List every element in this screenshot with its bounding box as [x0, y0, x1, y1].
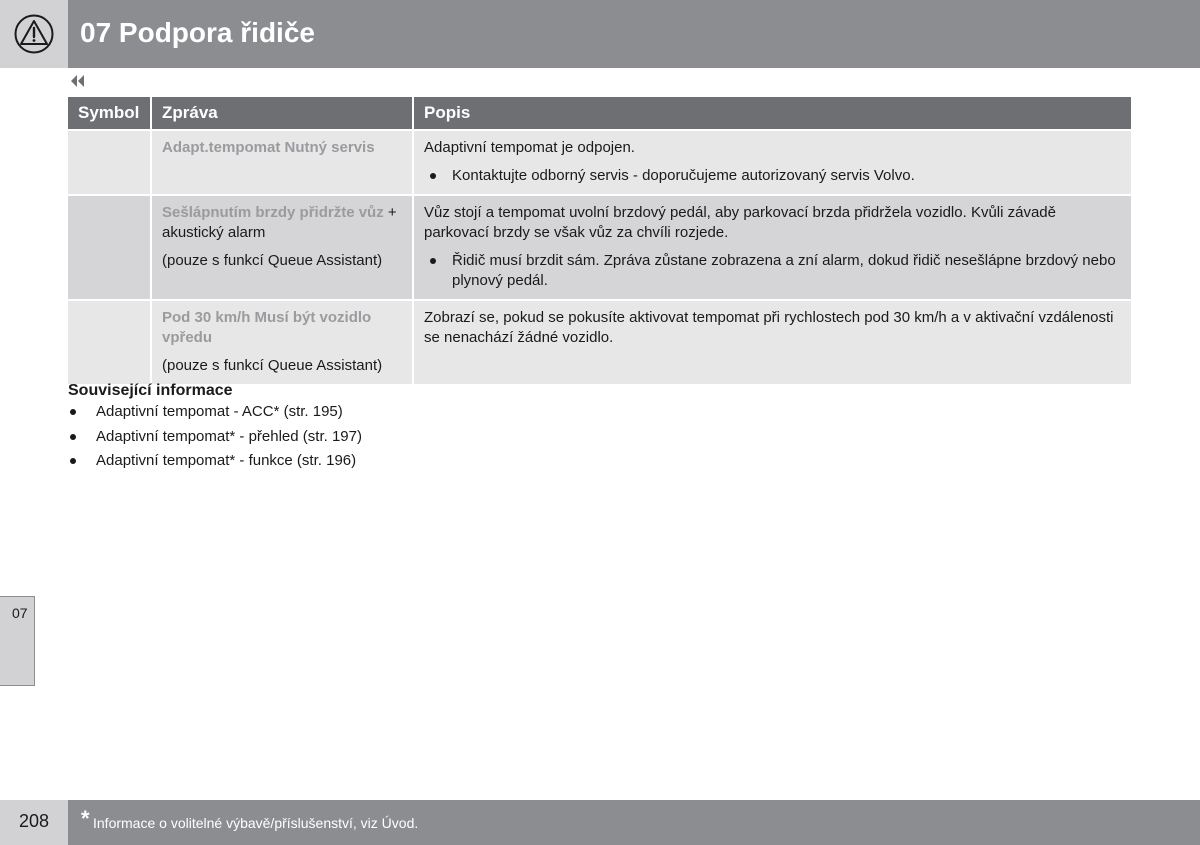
messages-table [68, 97, 1131, 384]
description-bullet: Řidič musí brzdit sám. Zpráva zůstane zobrazena a zní alarm, dokud řidič nesešlápne brzdový nebo plynový pedál. [424, 251, 1121, 291]
column-header-message: Zpráva [151, 97, 413, 130]
description-text: Adaptivní tempomat je odpojen. [424, 139, 635, 156]
table-header-row [68, 97, 1131, 130]
table-row [68, 300, 1131, 384]
related-list [68, 402, 668, 471]
message-cell [151, 300, 413, 384]
message-title: Sešlápnutím brzdy přidržte vůz [162, 204, 384, 221]
message-cell [151, 195, 413, 300]
message-note: (pouze s funkcí Queue Assistant) [162, 357, 383, 374]
chapter-tab-label: 07 [12, 605, 28, 621]
description-bullet: Kontaktujte odborný servis - doporučujeme autorizovaný servis Volvo. [424, 166, 1121, 186]
warning-triangle-icon [14, 14, 54, 54]
symbol-cell [68, 130, 151, 195]
table-row [68, 195, 1131, 300]
message-suffix: + akustický alarm [162, 204, 397, 241]
description-cell [413, 195, 1131, 300]
message-title: Adapt.tempomat Nutný servis [162, 139, 375, 156]
description-text: Zobrazí se, pokud se pokusíte aktivovat tempomat při rychlostech pod 30 km/h a v aktivační vzdálenosti se nenachází žádné vozidlo. [424, 309, 1114, 346]
related-information [68, 381, 668, 476]
related-link[interactable]: Adaptivní tempomat* - funkce (str. 196) [68, 451, 668, 471]
symbol-cell [68, 300, 151, 384]
message-title: Pod 30 km/h Musí být vozidlo vpředu [162, 309, 372, 346]
double-chevron-left-icon[interactable] [69, 74, 87, 88]
table-row [68, 130, 1131, 195]
message-cell [151, 130, 413, 195]
description-cell [413, 130, 1131, 195]
footer-note: Informace o volitelné výbavě/příslušenství, viz Úvod. [93, 815, 419, 831]
related-link[interactable]: Adaptivní tempomat* - přehled (str. 197) [68, 427, 668, 447]
column-header-description: Popis [413, 97, 1131, 130]
description-cell [413, 300, 1131, 384]
header-icon-cell [0, 0, 68, 68]
chapter-tab [0, 596, 35, 686]
description-text: Vůz stojí a tempomat uvolní brzdový pedál, aby parkovací brzda přidržela vozidlo. Kvůli závadě parkovací brzdy se však vůz za chvíli rozjede. [424, 204, 1056, 241]
message-note: (pouze s funkcí Queue Assistant) [162, 252, 383, 269]
page-number: 208 [18, 811, 50, 831]
related-heading: Související informace [68, 382, 233, 399]
column-header-symbol: Symbol [68, 97, 151, 130]
page-title: 07 Podpora řidiče [80, 17, 315, 48]
footer-asterisk: * [81, 806, 90, 831]
symbol-cell [68, 195, 151, 300]
related-link[interactable]: Adaptivní tempomat - ACC* (str. 195) [68, 402, 668, 422]
